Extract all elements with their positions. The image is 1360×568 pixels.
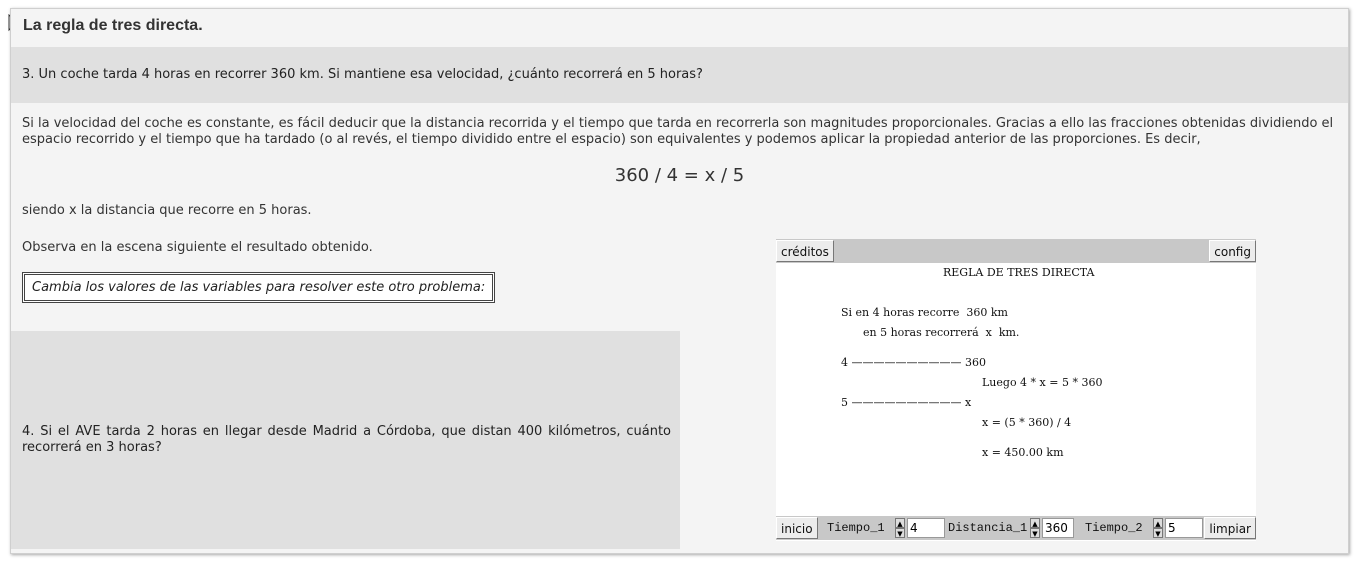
distancia-1-input[interactable]: 360 bbox=[1042, 518, 1074, 538]
scene-row-1: 4 —————————— 360 bbox=[841, 356, 986, 369]
explanation-paragraph: Si la velocidad del coche es constante, es fácil deducir que la distancia recorrida y el tiempo que tarda en recorrerla son magnitudes proporcionales. Gracias a ello las fracciones obtenidas dividiendo el espacio recorrido y el tiempo que ha tardado (o al revés, el tiempo dividido entre el espacio) son equivalentes y podemos aplicar la propiedad anterior de las proporciones. Es decir, bbox=[22, 116, 1334, 147]
tiempo-2-label: Tiempo_2 bbox=[1085, 521, 1143, 535]
tiempo-2-spinner[interactable] bbox=[1153, 518, 1163, 538]
spin-down-icon[interactable]: ▼ bbox=[895, 528, 905, 538]
siendo-text: siendo x la distancia que recorre en 5 horas. bbox=[22, 203, 312, 218]
scene-line-1: Si en 4 horas recorre 360 km bbox=[841, 306, 1008, 319]
instruction-text: Cambia los valores de las variables para resolver este otro problema: bbox=[32, 280, 486, 295]
page-title: La regla de tres directa. bbox=[23, 17, 203, 34]
instruction-box bbox=[22, 272, 495, 303]
scene-top-bar bbox=[776, 239, 1256, 263]
scene-bottom-bar bbox=[776, 516, 1256, 540]
tiempo-1-input[interactable]: 4 bbox=[907, 518, 945, 538]
tiempo-2-input[interactable]: 5 bbox=[1165, 518, 1203, 538]
spin-down-icon[interactable]: ▼ bbox=[1030, 528, 1040, 538]
scene-luego: Luego 4 * x = 5 * 360 bbox=[982, 376, 1103, 389]
distancia-1-spinner[interactable] bbox=[1030, 518, 1040, 538]
tiempo-1-spinner[interactable] bbox=[895, 518, 905, 538]
question-3-text: 3. Un coche tarda 4 horas en recorrer 360 km. Si mantiene esa velocidad, ¿cuánto recorrerá en 5 horas? bbox=[22, 67, 703, 82]
inicio-button[interactable]: inicio bbox=[776, 517, 818, 539]
spin-up-icon[interactable]: ▲ bbox=[895, 518, 905, 528]
scene-line-2: en 5 horas recorrerá x km. bbox=[863, 326, 1020, 339]
content-frame bbox=[10, 8, 1349, 554]
spin-up-icon[interactable]: ▲ bbox=[1030, 518, 1040, 528]
limpiar-button[interactable]: limpiar bbox=[1204, 517, 1256, 539]
scene-result: x = 450.00 km bbox=[982, 446, 1064, 459]
proportion-equation: 360 / 4 = x / 5 bbox=[614, 165, 745, 186]
creditos-button[interactable]: créditos bbox=[776, 240, 834, 262]
question-3-band bbox=[11, 47, 1348, 103]
descartes-scene bbox=[776, 239, 1256, 541]
question-4-text: 4. Si el AVE tarda 2 horas en llegar desde Madrid a Córdoba, que distan 400 kilómetros, cuánto recorrerá en 3 horas? bbox=[22, 424, 671, 455]
tiempo-1-label: Tiempo_1 bbox=[827, 521, 885, 535]
spin-down-icon[interactable]: ▼ bbox=[1153, 528, 1163, 538]
config-button[interactable]: config bbox=[1209, 240, 1256, 262]
scene-row-2: 5 —————————— x bbox=[841, 396, 972, 409]
question-4-band bbox=[11, 331, 680, 549]
scene-x-formula: x = (5 * 360) / 4 bbox=[982, 416, 1072, 429]
spin-up-icon[interactable]: ▲ bbox=[1153, 518, 1163, 528]
distancia-1-label: Distancia_1 bbox=[948, 521, 1028, 535]
scene-heading: REGLA DE TRES DIRECTA bbox=[943, 266, 1095, 279]
observa-text: Observa en la escena siguiente el resultado obtenido. bbox=[22, 240, 373, 255]
